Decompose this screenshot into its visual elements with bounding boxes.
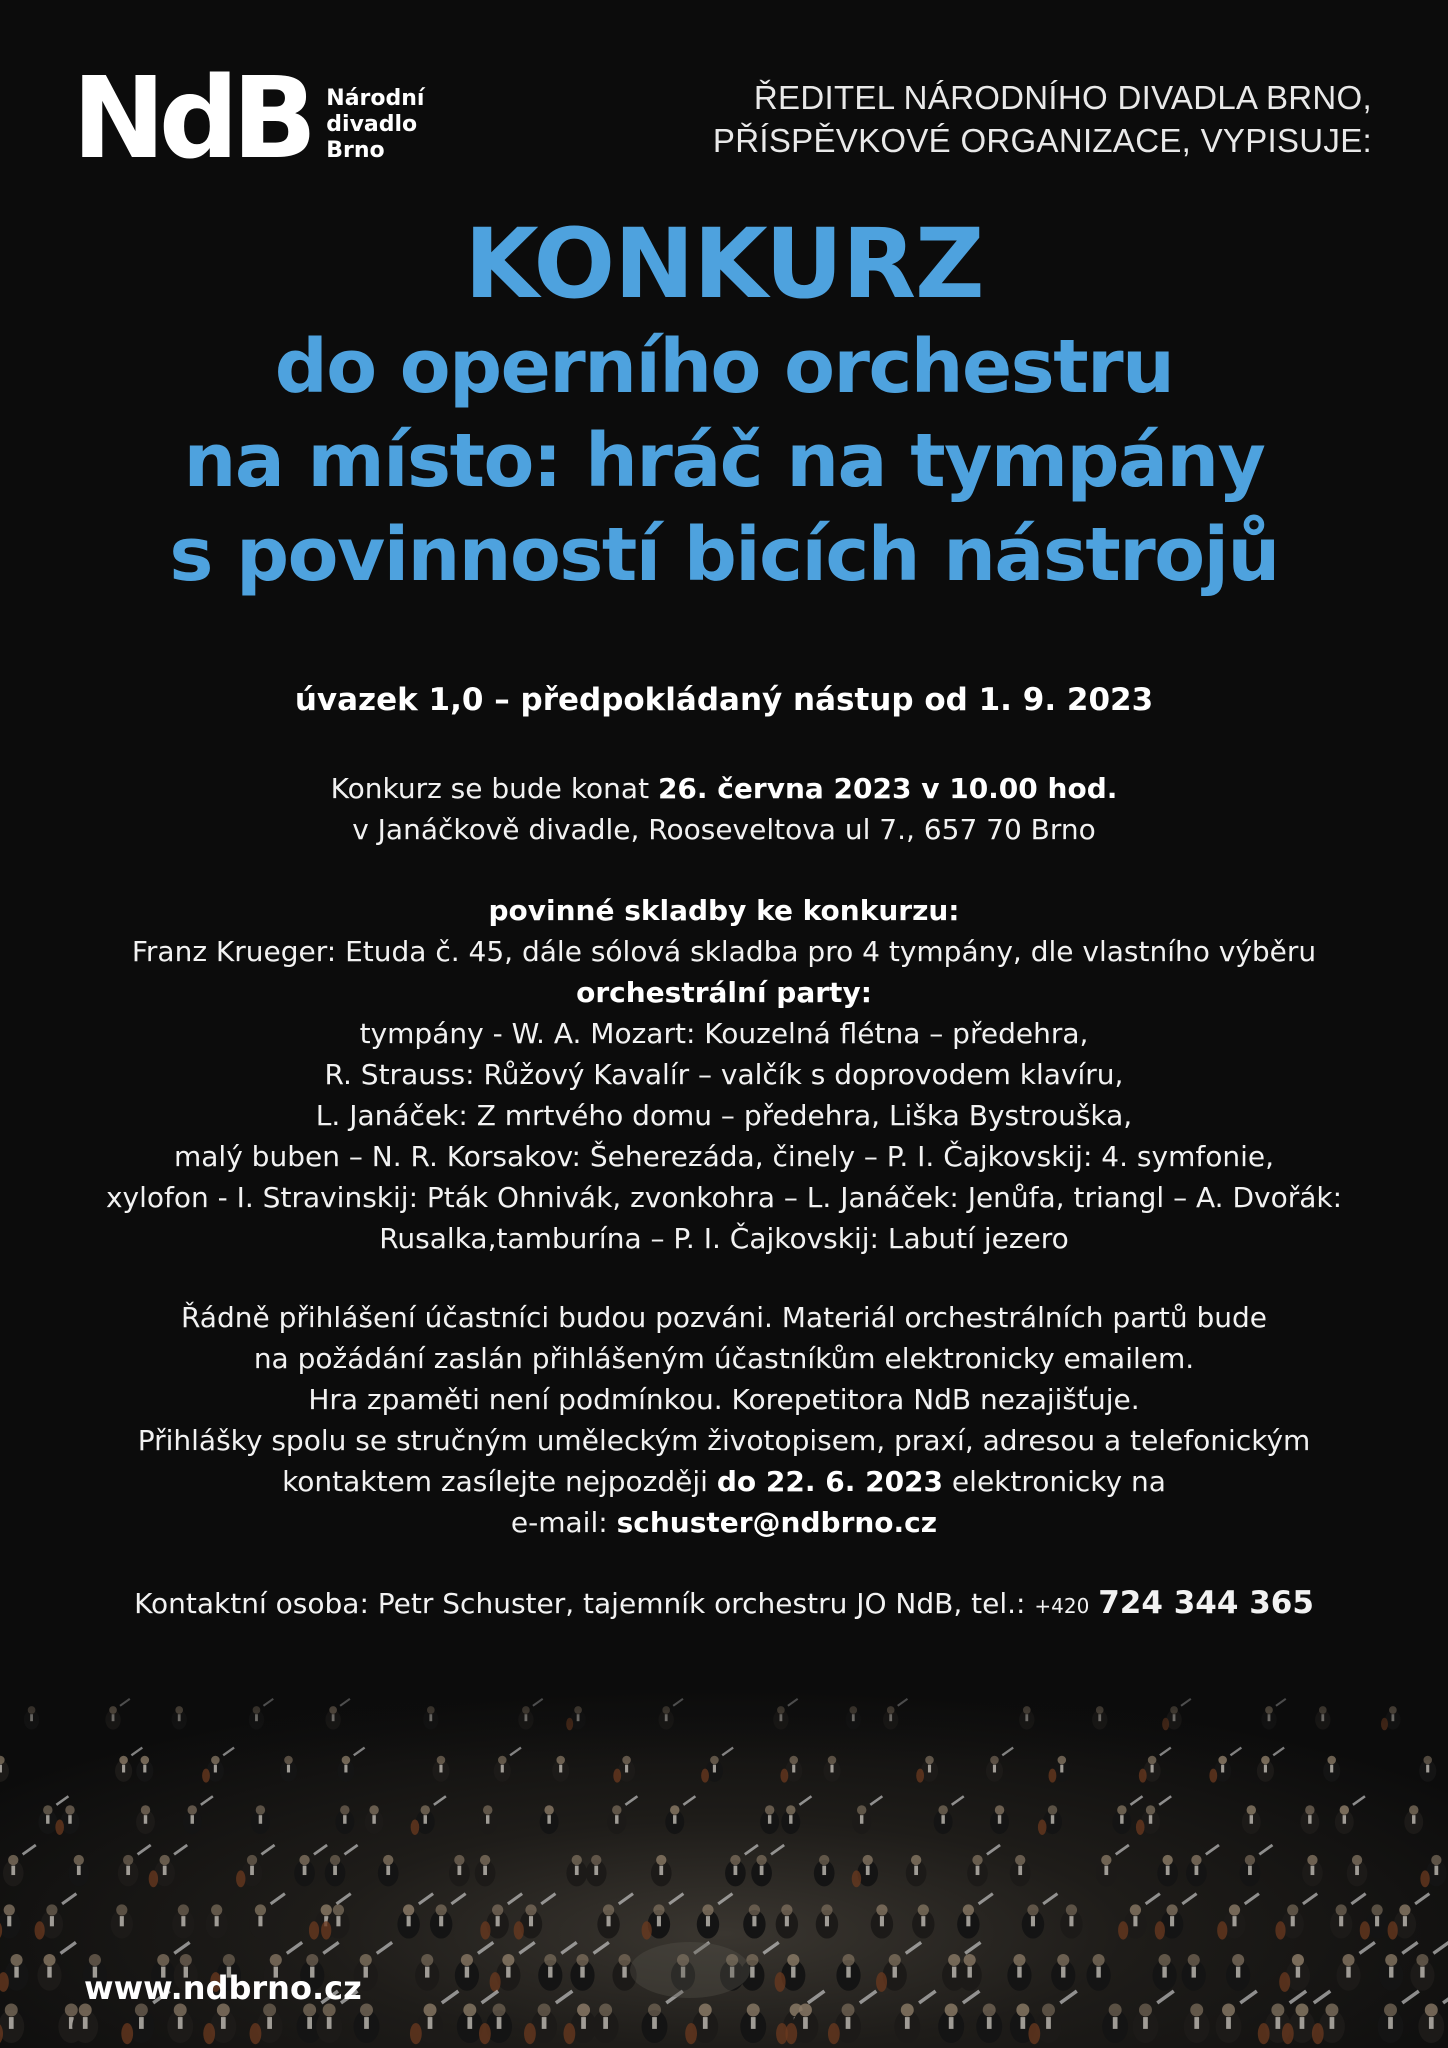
event-date-line — [0, 768, 1448, 809]
contact-info — [0, 1583, 1448, 1627]
event-details — [0, 768, 1448, 850]
apply-line: na požádání zaslán přihlášeným účastníkům elektronicky emailem. — [253, 1342, 1195, 1375]
apply-line: Hra zpaměti není podmínkou. Korepetitora NdB nezajišťuje. — [308, 1383, 1140, 1416]
orchestral-line: Rusalka,tamburína – P. I. Čajkovskij: Labutí jezero — [379, 1222, 1069, 1255]
country-code: +420 — [1034, 1594, 1090, 1618]
contact-prefix: Kontaktní osoba: Petr Schuster, tajemník orchestru JO NdB, tel.: — [134, 1587, 1035, 1620]
phone-number[interactable]: 724 344 365 — [1098, 1585, 1314, 1621]
apply-line: Přihlášky spolu se stručným uměleckým životopisem, praxí, adresou a telefonickým — [137, 1424, 1311, 1457]
header-line: ŘEDITEL NÁRODNÍHO DIVADLA BRNO, — [753, 79, 1372, 116]
announcer-header — [713, 76, 1372, 162]
apply-line: Řádně přihlášení účastníci budou pozváni. Materiál orchestrálních partů bude — [180, 1301, 1268, 1334]
audition-title — [0, 208, 1448, 602]
event-date-prefix: Konkurz se bude konat — [330, 772, 658, 805]
logo-name-line: divadlo — [326, 112, 418, 137]
title-line: do operního orchestru — [274, 324, 1174, 410]
pieces-text: Franz Krueger: Etuda č. 45, dále sólová skladba pro 4 tympány, dle vlastního výběru — [131, 935, 1317, 968]
orchestral-line: tympány - W. A. Mozart: Kouzelná flétna – předehra, — [359, 1017, 1089, 1050]
required-pieces — [0, 890, 1448, 1259]
deadline-prefix: kontaktem zasílejte nejpozději — [282, 1465, 717, 1498]
orchestral-line: xylofon - I. Stravinskij: Pták Ohnivák, zvonkohra – L. Janáček: Jenůfa, triangl – A. Dvořák: — [105, 1181, 1343, 1214]
orchestral-line: malý buben – N. R. Korsakov: Šeherezáda, činely – P. I. Čajkovskij: 4. symfonie, — [174, 1140, 1274, 1173]
logo-mark: NdB — [72, 54, 311, 184]
orchestral-line: R. Strauss: Růžový Kavalír – valčík s doprovodem klavíru, — [324, 1058, 1124, 1091]
orchestral-heading: orchestrální party: — [576, 976, 872, 1009]
email-prefix: e-mail: — [510, 1506, 617, 1539]
title-line: s povinností bicích nástrojů — [169, 512, 1279, 598]
email-line — [0, 1502, 1448, 1543]
pieces-heading: povinné skladby ke konkurzu: — [488, 894, 960, 927]
contact-line — [0, 1583, 1448, 1627]
orchestral-line: L. Janáček: Z mrtvého domu – předehra, Liška Bystrouška, — [315, 1099, 1133, 1132]
application-info — [0, 1297, 1448, 1543]
logo-name-line: Národní — [326, 86, 425, 111]
header-line: PŘÍSPĚVKOVÉ ORGANIZACE, VYPISUJE: — [712, 122, 1372, 159]
ndb-logo[interactable] — [72, 54, 425, 184]
event-date: 26. června 2023 v 10.00 hod. — [657, 772, 1118, 805]
logo-name-line: Brno — [326, 138, 385, 163]
position-subtitle: úvazek 1,0 – předpokládaný nástup od 1. 9. 2023 — [294, 682, 1154, 718]
deadline-line — [0, 1461, 1448, 1502]
logo-name — [326, 86, 424, 164]
event-venue: v Janáčkově divadle, Rooseveltova ul 7., 657 70 Brno — [352, 813, 1096, 846]
deadline-date: do 22. 6. 2023 — [716, 1465, 944, 1498]
email-link[interactable]: schuster@ndbrno.cz — [616, 1506, 938, 1539]
title-line: na místo: hráč na tympány — [183, 418, 1265, 504]
website-url[interactable]: www.ndbrno.cz — [84, 1969, 362, 2007]
title-main: KONKURZ — [464, 208, 984, 320]
deadline-suffix: elektronicky na — [943, 1465, 1166, 1498]
